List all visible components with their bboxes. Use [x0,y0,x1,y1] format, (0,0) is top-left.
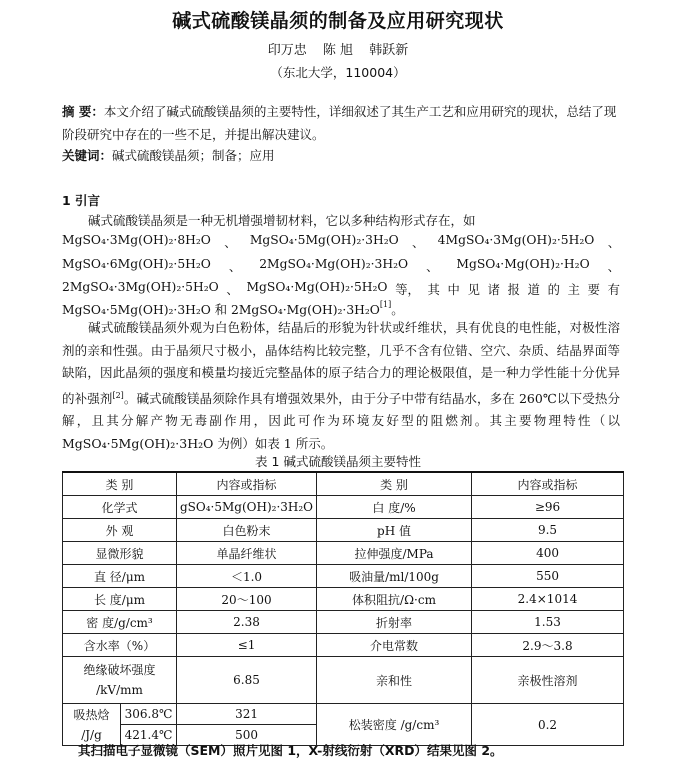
citation: [1] [379,300,392,309]
citation: [2] [112,390,124,400]
abstract-text: 本文介绍了碱式硫酸镁晶须的主要特性，详细叙述了其生产工艺和应用研究的现状，总结了现阶段研究中存在的一些不足，并提出解决建议。 [62,104,617,142]
author-list [0,39,676,58]
author-name: 印万忠 [267,43,307,58]
affiliation: （东北大学，110004） [270,65,406,80]
intro-paragraph-2: 碱式硫酸镁晶须外观为白色粉体，结晶后的形貌为针状或纤维状，具有优良的电性能，对极性溶剂的亲和性强。由于晶须尺寸极小，晶体结构比较完整，几乎不含有位错、空穴、杂质、结晶界面等缺陷，因此晶须的强度和模量均接近完整晶体的原子结合力的理论极限值，是一种力学性能十分优异的补强剂[2]。碱式硫酸镁晶须除作具有增强效果外，由于分子中带有结晶水，多在 260℃以下受热分解，且其分解产物无毒副作用，因此可作为环境友好型的阻燃剂。其主要物理特性（以 MgSO₄·5Mg(OH)₂·3H₂O 为例）如表 1 所示。 [62,320,620,451]
table-row: 外 观 白色粉末 pH 值 9.5 [63,519,624,542]
table-row: 绝缘破坏强度 /kV/mm 6.85 亲和性 亲极性溶剂 [63,657,624,704]
table-row: 化学式 gSO₄·5Mg(OH)₂·3H₂O 白 度/% ≥96 [63,496,624,519]
abstract-label: 摘 要： [62,104,104,119]
table-caption: 表 1 碱式硫酸镁晶须主要特性 [255,454,421,469]
keywords [62,146,618,166]
author-name: 韩跃新 [369,43,409,58]
table-row: 含水率（%） ≤1 介电常数 2.9～3.8 [63,634,624,657]
formula-row-4: MgSO₄·5Mg(OH)₂·3H₂O 和 2MgSO₄·Mg(OH)₂·3H₂O [1] 。 [62,300,404,317]
table-header: 内容或指标 [177,472,317,496]
table-row: 直 径/μm ＜1.0 吸油量/ml/100g 550 [63,565,624,588]
table-header-row [63,472,624,496]
section-heading: 1 引言 [62,193,101,208]
keywords-text: 碱式硫酸镁晶须；制备；应用 [112,148,275,163]
keywords-label: 关键词： [62,148,113,163]
formula-row-1: MgSO₄·3Mg(OH)₂·8H₂O 、 MgSO₄·5Mg(OH)₂·3H₂O 、 4MgSO₄·3Mg(OH)₂·5H₂O 、 [62,233,620,250]
table-row: 长 度/μm 20～100 体积阻抗/Ω·cm 2.4×1014 [63,588,624,611]
abstract [62,100,618,146]
table-header: 类 别 [317,472,472,496]
table-row: 显微形貌 单晶纤维状 拉伸强度/MPa 400 [63,542,624,565]
table-row: 密 度/g/cm³ 2.38 折射率 1.53 [63,611,624,634]
formula-row-3: 2MgSO₄·3Mg(OH)₂·5H₂O 、 MgSO₄·Mg(OH)₂·5H₂O 等， 其 中 见 诸 报 道 的 主 要 有 [62,280,620,297]
table-row: 吸热焓 /J/g 306.8℃ 321 松装密度 /g/cm³ 0.2 [63,704,624,725]
table-header: 内容或指标 [472,472,624,496]
table-row: 421.4℃ 500 [63,725,624,746]
properties-table [62,471,624,746]
intro-paragraph-1-start: 碱式硫酸镁晶须是一种无机增强增韧材料，它以多种结构形式存在，如 [88,213,476,228]
author-name: 陈 旭 [322,43,354,58]
paper-title: 碱式硫酸镁晶须的制备及应用研究现状 [172,10,504,32]
table-header: 类 别 [63,472,177,496]
formula-row-2: MgSO₄·6Mg(OH)₂·5H₂O 、 2MgSO₄·Mg(OH)₂·3H₂O 、 MgSO₄·Mg(OH)₂·H₂O 、 [62,257,620,274]
footer-sentence: 其扫描电子显微镜（SEM）照片见图 1，X-射线衍射（XRD）结果见图 2。 [78,743,503,758]
